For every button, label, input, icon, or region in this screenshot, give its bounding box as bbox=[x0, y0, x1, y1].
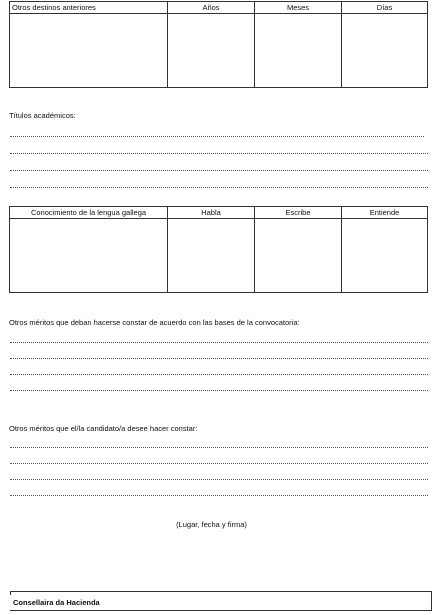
academic-titles-line[interactable] bbox=[10, 170, 428, 171]
signature-label: (Lugar, fecha y firma) bbox=[176, 520, 247, 529]
destinations-header-days: Días bbox=[342, 2, 428, 14]
writes-cell[interactable] bbox=[255, 219, 342, 293]
other-merits-line[interactable] bbox=[10, 342, 428, 343]
language-input-row bbox=[10, 219, 428, 293]
destinations-table bbox=[9, 1, 428, 88]
candidate-merits-line[interactable] bbox=[10, 479, 428, 480]
destinations-header-row bbox=[10, 2, 428, 14]
candidate-merits-line[interactable] bbox=[10, 495, 428, 496]
speaks-cell[interactable] bbox=[168, 219, 255, 293]
language-header-speaks: Habla bbox=[168, 207, 255, 219]
language-table bbox=[9, 206, 428, 293]
understands-cell[interactable] bbox=[342, 219, 428, 293]
academic-titles-label: Títulos académicos: bbox=[9, 111, 76, 120]
language-header-label: Conocimiento de la lengua gallega bbox=[10, 207, 168, 219]
academic-titles-line[interactable] bbox=[10, 136, 424, 137]
other-merits-line[interactable] bbox=[10, 374, 428, 375]
destinations-header-years: Años bbox=[168, 2, 255, 14]
other-merits-line[interactable] bbox=[10, 390, 428, 391]
days-cell[interactable] bbox=[342, 14, 428, 88]
candidate-merits-line[interactable] bbox=[10, 447, 428, 448]
language-header-understands: Entiende bbox=[342, 207, 428, 219]
language-header-writes: Escribe bbox=[255, 207, 342, 219]
candidate-merits-line[interactable] bbox=[10, 463, 428, 464]
footer-box-edge bbox=[10, 592, 11, 595]
months-cell[interactable] bbox=[255, 14, 342, 88]
other-merits-label: Otros méritos que deban hacerse constar de acuerdo con las bases de la convocatoria: bbox=[9, 318, 300, 327]
destinations-header-months: Meses bbox=[255, 2, 342, 14]
years-cell[interactable] bbox=[168, 14, 255, 88]
footer-department: Consellaira da Hacienda bbox=[13, 598, 100, 607]
footer-box bbox=[10, 591, 432, 611]
candidate-merits-label: Otros méritos que el/la candidato/a desee hacer constar: bbox=[9, 424, 198, 433]
destinations-header-label: Otros destinos anteriores bbox=[10, 2, 168, 14]
academic-titles-line[interactable] bbox=[10, 153, 428, 154]
language-cell[interactable] bbox=[10, 219, 168, 293]
other-merits-line[interactable] bbox=[10, 358, 428, 359]
academic-titles-line[interactable] bbox=[10, 187, 428, 188]
destinations-input-row bbox=[10, 14, 428, 88]
language-header-row bbox=[10, 207, 428, 219]
destinations-cell[interactable] bbox=[10, 14, 168, 88]
